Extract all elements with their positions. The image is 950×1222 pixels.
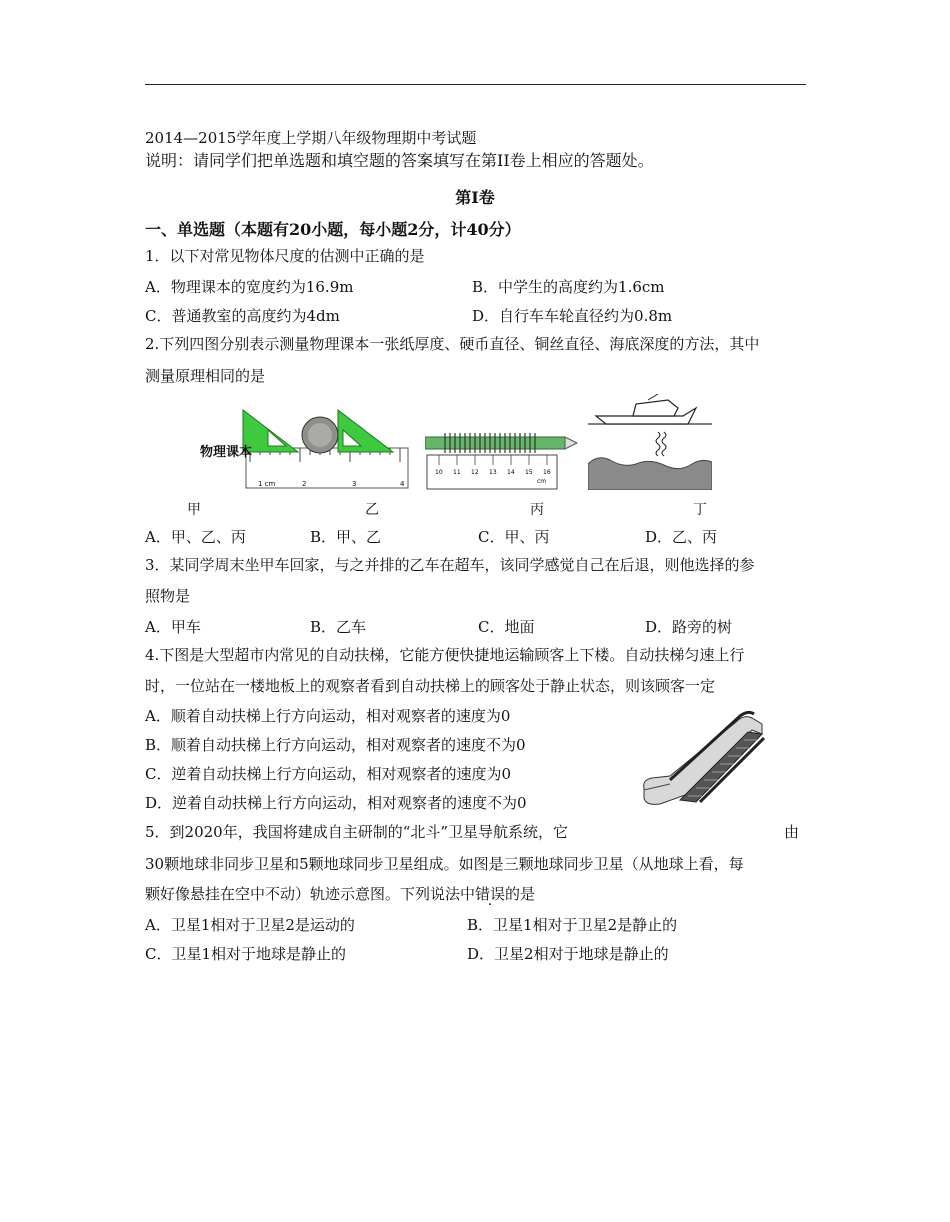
sonar-boat-figure xyxy=(588,394,712,490)
q1-stem: 1．以下对常见物体尺度的估测中正确的是 xyxy=(145,247,425,265)
svg-text:14: 14 xyxy=(507,469,515,476)
q4-stem-line2: 时，一位站在一楼地板上的观察者看到自动扶梯上的顾客处于静止状态，则该顾客一定 xyxy=(145,677,716,695)
q1-option-c: C．普通教室的高度约为4dm xyxy=(145,307,340,325)
svg-text:12: 12 xyxy=(471,469,479,476)
q3-stem-line2: 照物是 xyxy=(145,587,191,605)
escalator-figure xyxy=(640,710,770,810)
svg-text:10: 10 xyxy=(435,469,443,476)
q2-option-c: C．甲、丙 xyxy=(478,528,550,546)
q5-stem-line3: 颗好像悬挂在空中不动）轨迹示意图。下列说法中错误的是 xyxy=(145,885,536,903)
q5-option-b: B．卫星1相对于卫星2是静止的 xyxy=(467,916,678,934)
svg-text:16: 16 xyxy=(543,469,551,476)
q5-option-a: A．卫星1相对于卫星2是运动的 xyxy=(145,916,355,934)
section-heading: 一、单选题（本题有20小题，每小题2分，计40分） xyxy=(145,220,521,239)
q4-option-c: C．逆着自动扶梯上行方向运动，相对观察者的速度为0 xyxy=(145,765,512,783)
svg-text:11: 11 xyxy=(453,469,461,476)
q4-option-b: B．顺着自动扶梯上行方向运动，相对观察者的速度不为0 xyxy=(145,736,526,754)
svg-text:4: 4 xyxy=(400,480,405,488)
q2-option-d: D．乙、丙 xyxy=(645,528,718,546)
q1-option-b: B．中学生的高度约为1.6cm xyxy=(472,278,665,296)
svg-text:3: 3 xyxy=(352,480,357,488)
q3-option-b: B．乙车 xyxy=(310,618,367,636)
q2-stem-line2: 测量原理相同的是 xyxy=(145,367,266,385)
coin-ruler-figure xyxy=(198,400,413,492)
q5-option-c: C．卫星1相对于地球是静止的 xyxy=(145,945,347,963)
svg-text:1 cm: 1 cm xyxy=(258,480,276,488)
svg-text:2: 2 xyxy=(302,480,307,488)
q5-stem-line1: 5．到2020年，我国将建成自主研制的“北斗”卫星导航系统，它 xyxy=(145,823,569,841)
q5-stem-line1-end: 由 xyxy=(784,823,800,841)
q1-option-d: D．自行车车轮直径约为0.8m xyxy=(472,307,673,325)
book-label: 物理课本 xyxy=(200,445,253,460)
wire-coil-figure xyxy=(425,415,580,493)
emphasis-word: 错误 xyxy=(475,885,506,903)
q4-option-d: D．逆着自动扶梯上行方向运动，相对观察者的速度不为0 xyxy=(145,794,527,812)
q3-option-c: C．地面 xyxy=(478,618,535,636)
q3-option-d: D．路旁的树 xyxy=(645,618,733,636)
q2-option-a: A．甲、乙、丙 xyxy=(145,528,246,546)
q5-option-d: D．卫星2相对于地球是静止的 xyxy=(467,945,669,963)
header-rule xyxy=(145,84,806,85)
figure-label-yi: 乙 xyxy=(365,502,379,518)
q3-stem-line1: 3．某同学周末坐甲车回家，与之并排的乙车在超车，该同学感觉自己在后退，则他选择的参 xyxy=(145,556,755,574)
figure-label-jia: 甲 xyxy=(187,502,201,518)
q1-option-a: A．物理课本的宽度约为16.9m xyxy=(145,278,354,296)
svg-text:15: 15 xyxy=(525,469,533,476)
q2-option-b: B．甲、乙 xyxy=(310,528,382,546)
svg-text:13: 13 xyxy=(489,469,497,476)
exam-title: 2014—2015学年度上学期八年级物理期中考试题 xyxy=(145,129,477,147)
svg-text:cm: cm xyxy=(537,478,547,485)
q3-option-a: A．甲车 xyxy=(145,618,201,636)
q5-stem-line2: 30颗地球非同步卫星和5颗地球同步卫星组成。如图是三颗地球同步卫星（从地球上看，每 xyxy=(145,855,744,873)
volume-heading: 第I卷 xyxy=(455,188,495,207)
instructions: 说明：请同学们把单选题和填空题的答案填写在第II卷上相应的答题处。 xyxy=(145,151,654,170)
q4-option-a: A．顺着自动扶梯上行方向运动，相对观察者的速度为0 xyxy=(145,707,511,725)
figure-label-bing: 丙 xyxy=(530,502,544,518)
q4-stem-line1: 4.下图是大型超市内常见的自动扶梯，它能方便快捷地运输顾客上下楼。自动扶梯匀速上行 xyxy=(145,646,745,664)
q2-stem-line1: 2.下列四图分别表示测量物理课本一张纸厚度、硬币直径、铜丝直径、海底深度的方法，其中 xyxy=(145,335,760,353)
figure-label-ding: 丁 xyxy=(693,502,707,518)
